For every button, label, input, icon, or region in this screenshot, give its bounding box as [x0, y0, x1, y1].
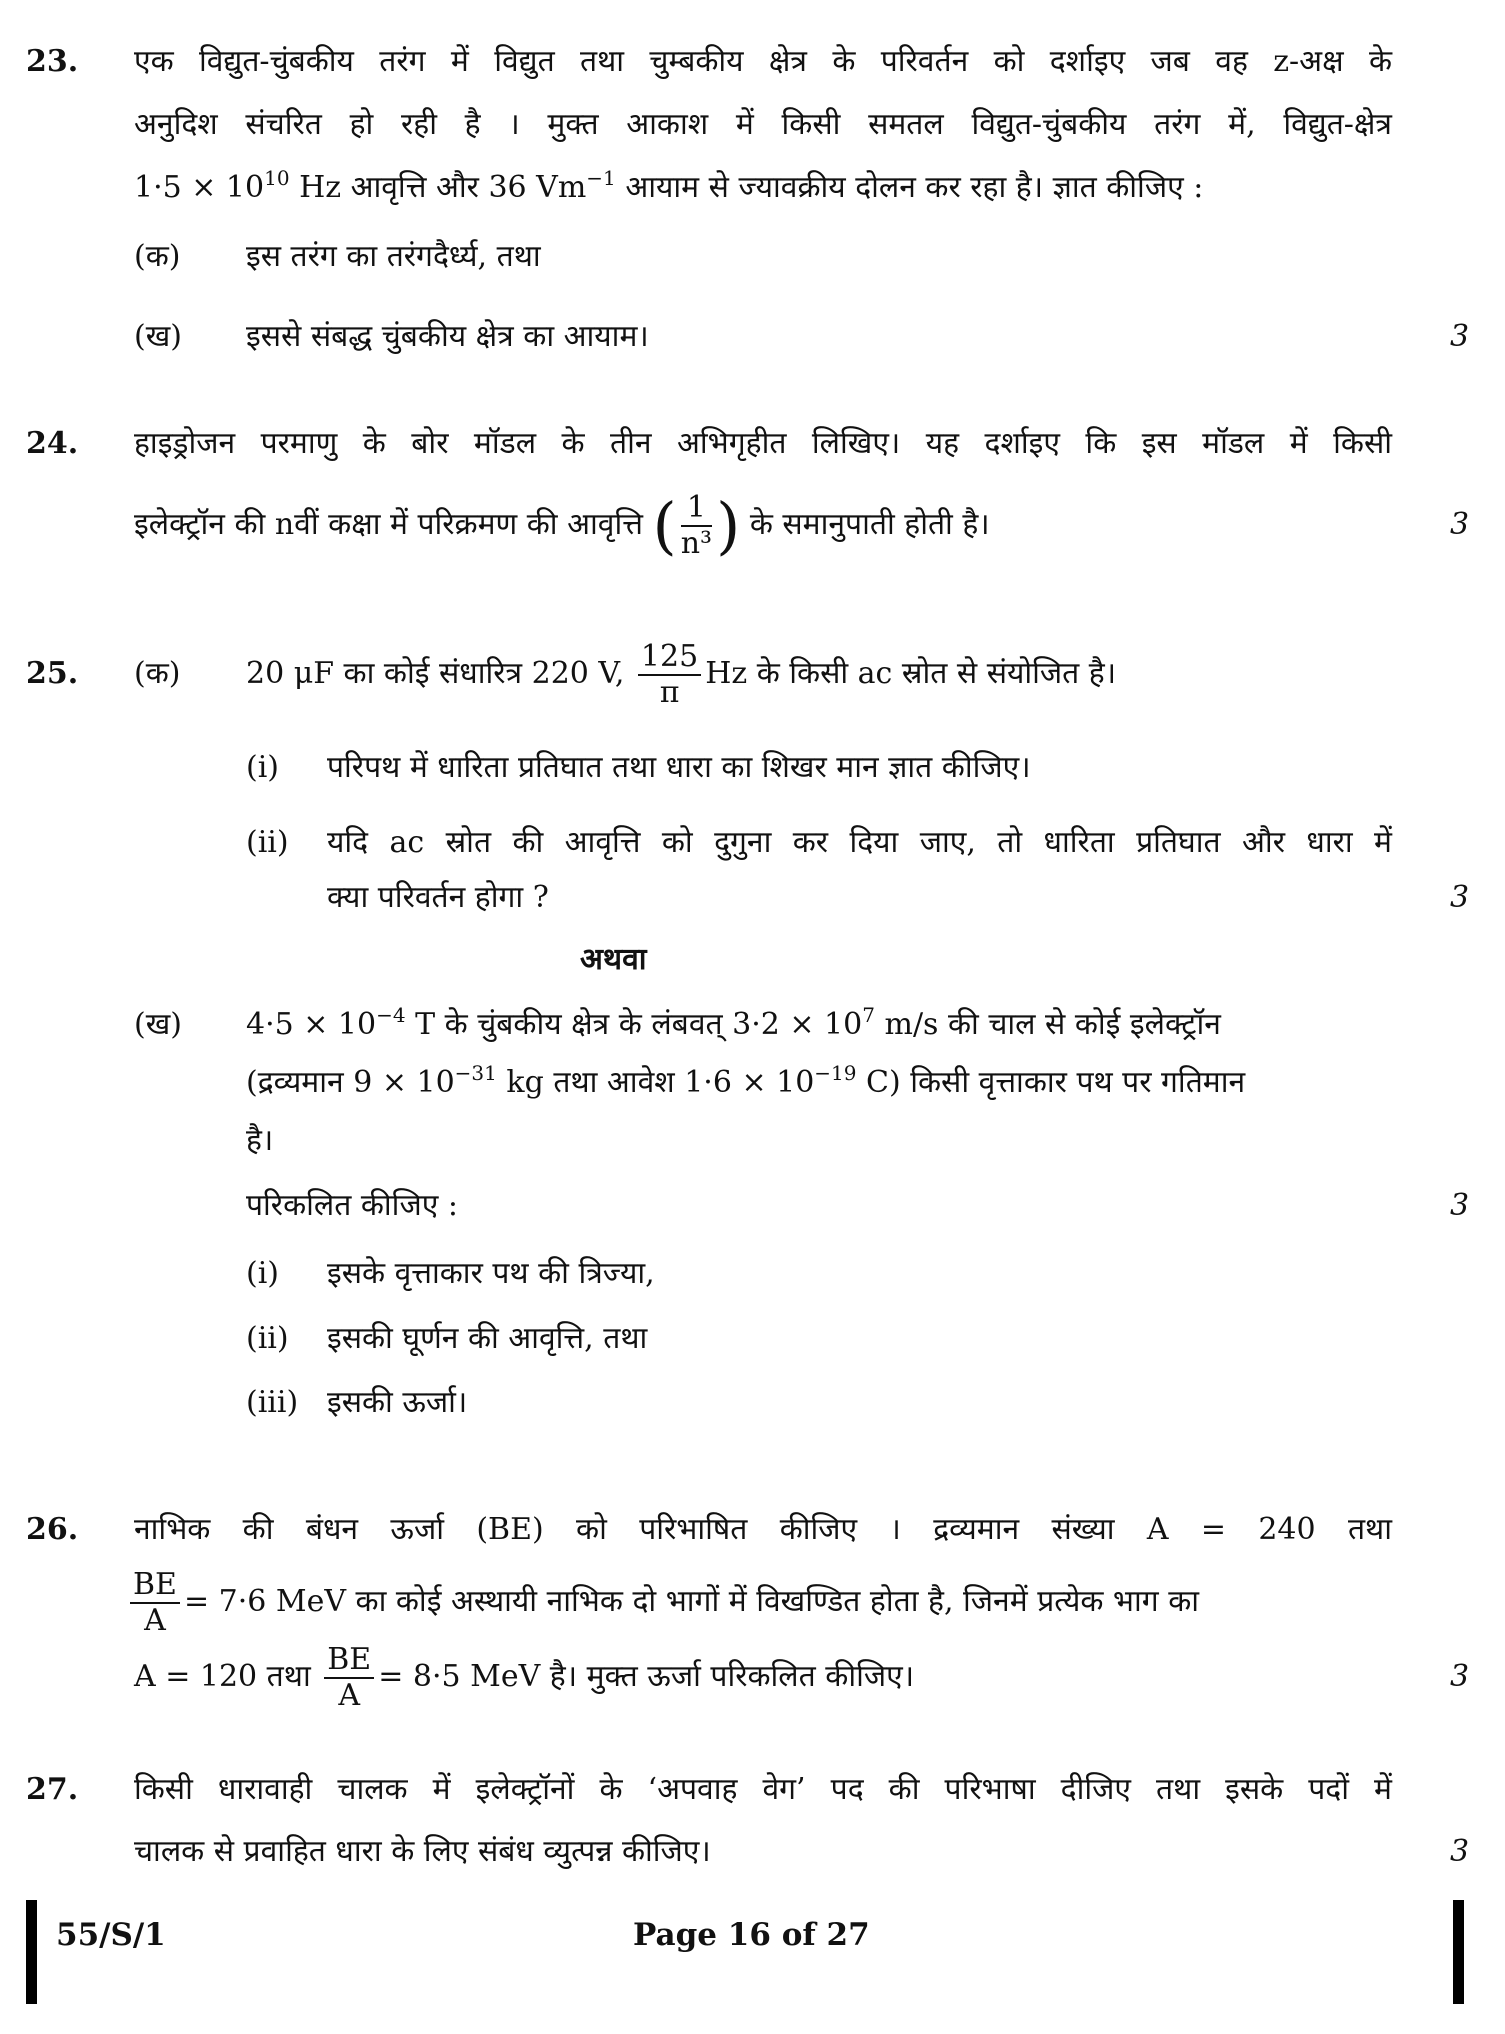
sub-text: यदि ac स्रोत की आवृत्ति को दुगुना कर दिया जाए, तो धारिता प्रतिघात और धारा में	[327, 825, 1392, 860]
part-text: है।	[246, 1123, 274, 1158]
question-text	[134, 168, 1203, 208]
marks: 3	[1450, 1659, 1470, 1694]
fraction	[681, 491, 712, 561]
text: के समानुपाती होती है।	[749, 507, 990, 542]
question-text: किसी धारावाही चालक में इलेक्ट्रॉनों के ‘अपवाह वेग’ पद की परिभाषा दीजिए तथा इसके पदों में	[134, 1772, 1392, 1807]
marks: 3	[1450, 880, 1470, 915]
footer-left-bar	[26, 1900, 37, 2004]
exponent: −31	[454, 1061, 497, 1085]
text: = 8·5 MeV है। मुक्त ऊर्जा परिकलित कीजिए।	[378, 1659, 915, 1694]
sub-text: इसकी घूर्णन की आवृत्ति, तथा	[327, 1321, 648, 1356]
part-text	[246, 1063, 1245, 1103]
exponent: −4	[376, 1003, 406, 1027]
fraction	[638, 640, 701, 710]
part-text	[246, 1005, 1221, 1045]
text: (द्रव्यमान 9 × 10	[246, 1065, 455, 1100]
sub-label: (i)	[246, 1256, 280, 1291]
marks: 3	[1450, 1188, 1470, 1223]
sub-label: (ii)	[246, 825, 289, 860]
question-text: अनुदिश संचरित हो रही है । मुक्त आकाश में किसी समतल विद्युत-चुंबकीय तरंग में, विद्युत-क्षेत्र	[134, 107, 1392, 142]
denominator: A	[144, 1603, 166, 1638]
denominator: n³	[680, 526, 713, 561]
text: 1·5 × 10	[134, 170, 265, 205]
text: Hz के किसी ac स्रोत से संयोजित है।	[705, 656, 1117, 691]
sub-label: (iii)	[246, 1385, 299, 1420]
question-number: 25.	[26, 656, 79, 691]
question-number: 26.	[26, 1512, 79, 1547]
footer-right-bar	[1453, 1900, 1464, 2004]
exponent: −19	[814, 1061, 857, 1085]
page-number: Page 16 of 27	[633, 1917, 870, 1953]
question-text: नाभिक की बंधन ऊर्जा (BE) को परिभाषित कीजिए । द्रव्यमान संख्या A = 240 तथा	[134, 1512, 1392, 1547]
part-label: (क)	[134, 239, 181, 274]
denominator: A	[338, 1678, 361, 1713]
fraction	[130, 1568, 180, 1638]
question-number: 23.	[26, 44, 79, 79]
text: C) किसी वृत्ताकार पथ पर गतिमान	[856, 1065, 1246, 1100]
numerator: 1	[681, 491, 712, 527]
part-label: (ख)	[134, 319, 182, 354]
sub-text: इसके वृत्ताकार पथ की त्रिज्या,	[327, 1256, 655, 1291]
numerator: BE	[324, 1643, 374, 1679]
sub-label: (ii)	[246, 1321, 289, 1356]
question-text: चालक से प्रवाहित धारा के लिए संबंध व्युत्पन्न कीजिए।	[134, 1834, 711, 1869]
text: 20 μF का कोई संधारित्र 220 V,	[246, 656, 625, 691]
fraction	[324, 1643, 374, 1713]
question-number: 24.	[26, 426, 79, 461]
text: m/s की चाल से कोई इलेक्ट्रॉन	[874, 1007, 1221, 1042]
text: kg तथा आवेश 1·6 × 10	[496, 1065, 815, 1100]
paper-code: 55/S/1	[56, 1917, 166, 1953]
text: 4·5 × 10	[246, 1007, 377, 1042]
part-text: इससे संबद्ध चुंबकीय क्षेत्र का आयाम।	[246, 319, 649, 354]
question-text	[134, 480, 990, 571]
part-text	[246, 636, 1116, 712]
exponent: −1	[586, 166, 616, 190]
marks: 3	[1450, 319, 1470, 354]
sub-label: (i)	[246, 750, 280, 785]
question-text	[134, 1640, 914, 1714]
marks: 3	[1450, 507, 1470, 542]
part-label: (ख)	[134, 1007, 182, 1042]
sub-text: परिपथ में धारिता प्रतिघात तथा धारा का शिखर मान ज्ञात कीजिए।	[327, 750, 1031, 785]
marks: 3	[1450, 1834, 1470, 1869]
text: = 7·6 MeV का कोई अस्थायी नाभिक दो भागों में विखण्डित होता है, जिनमें प्रत्येक भाग का	[183, 1584, 1200, 1619]
question-text: हाइड्रोजन परमाणु के बोर मॉडल के तीन अभिगृहीत लिखिए। यह दर्शाइए कि इस मॉडल में किसी	[134, 426, 1392, 461]
numerator: 125	[638, 640, 701, 676]
text: Hz आवृत्ति और 36 Vm	[289, 170, 587, 205]
text: इलेक्ट्रॉन की nवीं कक्षा में परिक्रमण की आवृत्ति	[134, 507, 643, 542]
text: A = 120 तथा	[134, 1659, 311, 1694]
text: आयाम से ज्यावक्रीय दोलन कर रहा है। ज्ञात कीजिए :	[615, 170, 1204, 205]
question-text	[130, 1565, 1199, 1639]
question-text: एक विद्युत-चुंबकीय तरंग में विद्युत तथा चुम्बकीय क्षेत्र के परिवर्तन को दर्शाइए जब वह z-अक्ष के	[134, 44, 1392, 79]
question-number: 27.	[26, 1772, 79, 1807]
part-label: (क)	[134, 656, 181, 691]
exponent: 10	[264, 166, 290, 190]
numerator: BE	[130, 1568, 180, 1604]
sub-text: क्या परिवर्तन होगा ?	[327, 880, 549, 915]
part-text: परिकलित कीजिए :	[246, 1188, 458, 1223]
or-separator: अथवा	[580, 942, 647, 977]
sub-text: इसकी ऊर्जा।	[327, 1385, 468, 1420]
part-text: इस तरंग का तरंगदैर्ध्य, तथा	[246, 239, 541, 274]
denominator: π	[659, 675, 680, 710]
right-paren: )	[716, 489, 741, 562]
text: T के चुंबकीय क्षेत्र के लंबवत् 3·2 × 10	[405, 1007, 863, 1042]
left-paren: (	[652, 489, 677, 562]
exponent: 7	[862, 1003, 875, 1027]
